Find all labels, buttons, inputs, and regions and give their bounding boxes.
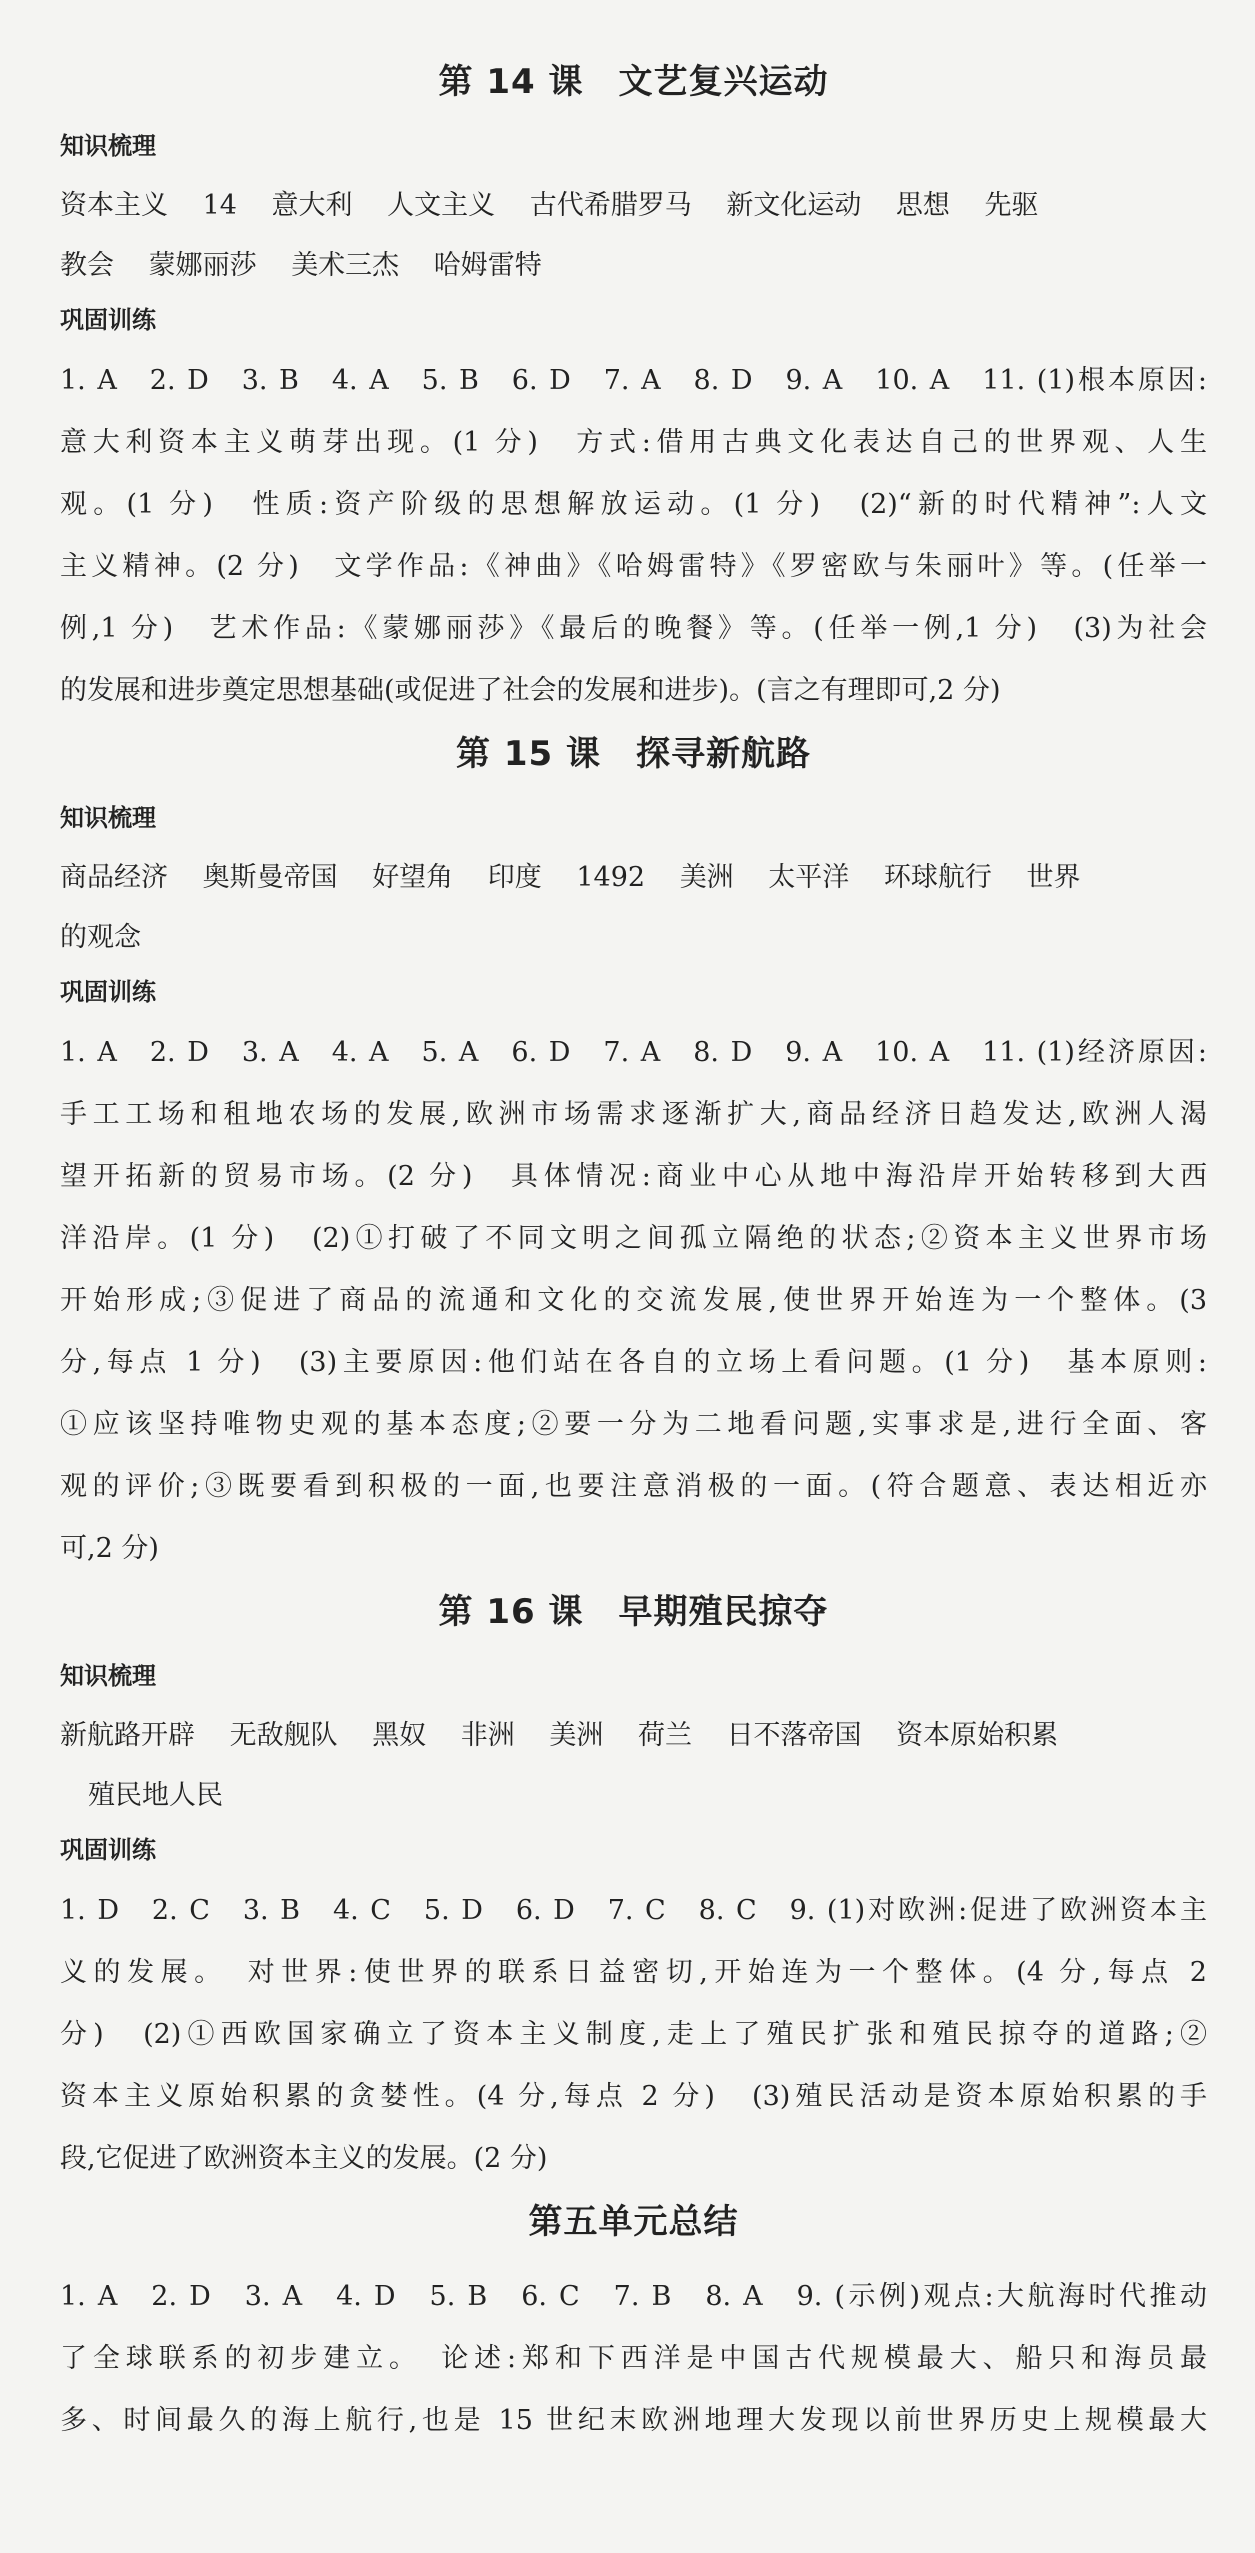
lesson-15-section: [60, 728, 1207, 1580]
answer-line: 观。(1 分) 性质:资产阶级的思想解放运动。(1 分) (2)“新的时代精神”:人文: [60, 489, 1207, 520]
keyword: 1492: [576, 862, 646, 893]
lesson-14-section: [60, 56, 1207, 722]
keyword: 古代希腊罗马: [529, 190, 692, 221]
keyword: 奥斯曼帝国: [202, 862, 338, 893]
answer-line: 1. A 2. D 3. B 4. A 5. B 6. D 7. A 8. D 9. A 10. A 11. (1)根本原因:: [60, 365, 1207, 396]
answer-line: 段,它促进了欧洲资本主义的发展。(2 分): [60, 2143, 548, 2174]
unit-5-summary-section: [60, 2196, 1207, 2452]
answer-line: 例,1 分) 艺术作品:《蒙娜丽莎》《最后的晚餐》等。(任举一例,1 分) (3)为社会: [60, 613, 1207, 644]
keyword-line: [60, 908, 1207, 968]
answer-line: 义的发展。 对世界:使世界的联系日益密切,开始连为一个整体。(4 分,每点 2: [60, 1957, 1207, 1988]
keyword: 世界: [1026, 862, 1081, 893]
keyword-line: [60, 848, 1207, 908]
answer-line: 观的评价;③既要看到积极的一面,也要注意消极的一面。(符合题意、表达相近亦: [60, 1471, 1207, 1502]
keyword: 的观念: [60, 922, 141, 953]
unit-5-summary-title: 第五单元总结: [528, 2202, 739, 2242]
answer-line: 主义精神。(2 分) 文学作品:《神曲》《哈姆雷特》《罗密欧与朱丽叶》等。(任举一: [60, 551, 1207, 582]
answer-line: 的发展和进步奠定思想基础(或促进了社会的发展和进步)。(言之有理即可,2 分): [60, 675, 1001, 706]
answer-line: 了全球联系的初步建立。 论述:郑和下西洋是中国古代规模最大、船只和海员最: [60, 2343, 1207, 2374]
lesson-16-section: [60, 1586, 1207, 2190]
keyword: 好望角: [372, 862, 454, 893]
keyword-line: [60, 1706, 1207, 1766]
answer-line: 1. A 2. D 3. A 4. A 5. A 6. D 7. A 8. D 9. A 10. A 11. (1)经济原因:: [60, 1037, 1207, 1068]
answer-line: 分) (2)①西欧国家确立了资本主义制度,走上了殖民扩张和殖民掠夺的道路;②: [60, 2019, 1207, 2050]
keyword: 资本主义: [60, 190, 168, 221]
answer-line: 意大利资本主义萌芽出现。(1 分) 方式:借用古典文化表达自己的世界观、人生: [60, 427, 1207, 458]
keyword: 太平洋: [768, 862, 850, 893]
answer-line: 洋沿岸。(1 分) (2)①打破了不同文明之间孤立隔绝的状态;②资本主义世界市场: [60, 1223, 1207, 1254]
keyword: 荷兰: [637, 1720, 692, 1751]
keyword: 哈姆雷特: [433, 250, 542, 281]
keyword-line: [60, 176, 1207, 236]
keyword: 新文化运动: [726, 190, 862, 221]
keyword: 资本原始积累: [896, 1720, 1059, 1751]
keyword: 黑奴: [372, 1720, 427, 1751]
lesson-14-practice-heading: 巩固训练: [60, 306, 156, 334]
answer-line: 可,2 分): [60, 1533, 159, 1564]
keyword: 先驱: [984, 190, 1039, 221]
keyword: 教会: [60, 250, 114, 281]
keyword: 环球航行: [883, 862, 992, 893]
keyword: 14: [202, 190, 237, 221]
keyword-line: [60, 1766, 1207, 1826]
keyword: 殖民地人民: [88, 1780, 223, 1811]
keyword: 无敌舰队: [229, 1720, 338, 1751]
keyword: 印度: [487, 862, 542, 893]
keyword: 美洲: [679, 862, 734, 893]
answer-line: 开始形成;③促进了商品的流通和文化的交流发展,使世界开始连为一个整体。(3: [60, 1285, 1207, 1316]
keyword: 思想: [895, 190, 950, 221]
keyword: 意大利: [271, 190, 353, 221]
keyword: 人文主义: [387, 190, 496, 221]
lesson-16-title: 第 16 课 早期殖民掠夺: [438, 1592, 829, 1632]
answer-line: 望开拓新的贸易市场。(2 分) 具体情况:商业中心从地中海沿岸开始转移到大西: [60, 1161, 1207, 1192]
answer-line: ①应该坚持唯物史观的基本态度;②要一分为二地看问题,实事求是,进行全面、客: [60, 1409, 1207, 1440]
keyword: 美洲: [549, 1720, 604, 1751]
lesson-14-title: 第 14 课 文艺复兴运动: [438, 62, 829, 102]
keyword-line: [60, 236, 1207, 296]
lesson-15-title: 第 15 课 探寻新航路: [456, 734, 811, 774]
answer-line: 手工工场和租地农场的发展,欧洲市场需求逐渐扩大,商品经济日趋发达,欧洲人渴: [60, 1099, 1207, 1130]
lesson-16-knowledge-heading: 知识梳理: [60, 1662, 156, 1690]
lesson-15-knowledge-heading: 知识梳理: [60, 804, 156, 832]
answer-line: 分,每点 1 分) (3)主要原因:他们站在各自的立场上看问题。(1 分) 基本原则:: [60, 1347, 1207, 1378]
answer-line: 多、时间最久的海上航行,也是 15 世纪末欧洲地理大发现以前世界历史上规模最大: [60, 2405, 1207, 2436]
answer-line: 资本主义原始积累的贪婪性。(4 分,每点 2 分) (3)殖民活动是资本原始积累的手: [60, 2081, 1207, 2112]
lesson-16-practice-heading: 巩固训练: [60, 1836, 156, 1864]
keyword: 非洲: [460, 1720, 515, 1751]
keyword: 商品经济: [60, 862, 168, 893]
keyword: 美术三杰: [291, 250, 400, 281]
keyword: 日不落帝国: [726, 1720, 862, 1751]
keyword: 蒙娜丽莎: [148, 250, 257, 281]
lesson-15-practice-heading: 巩固训练: [60, 978, 156, 1006]
keyword: 新航路开辟: [60, 1720, 195, 1751]
answer-line: 1. A 2. D 3. A 4. D 5. B 6. C 7. B 8. A 9. (示例)观点:大航海时代推动: [60, 2281, 1207, 2312]
lesson-14-knowledge-heading: 知识梳理: [60, 132, 156, 160]
answer-line: 1. D 2. C 3. B 4. C 5. D 6. D 7. C 8. C 9. (1)对欧洲:促进了欧洲资本主: [60, 1895, 1207, 1926]
